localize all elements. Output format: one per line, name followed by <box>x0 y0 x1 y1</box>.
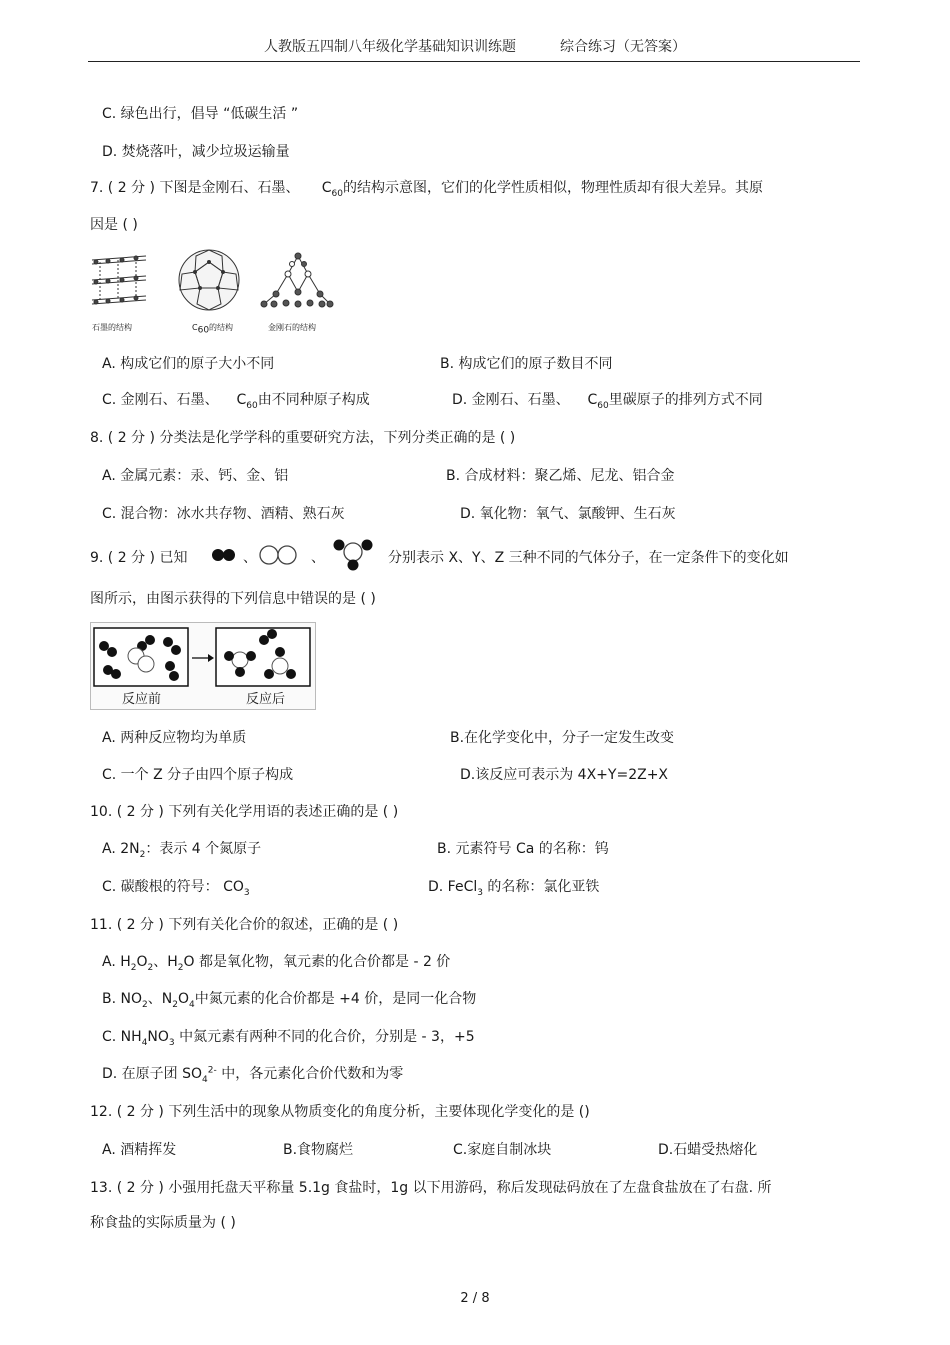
q7-stem-line2: 因是 ( ) <box>90 217 138 233</box>
graphite-caption: 石墨的结构 <box>92 323 132 332</box>
q12-stem: 12. ( 2 分 ) 下列生活中的现象从物质变化的角度分析，主要体现化学变化的是 () <box>90 1104 590 1120</box>
q9-separator-2: 、 <box>311 550 325 566</box>
y-molecule-icon <box>260 546 296 564</box>
q12-option-d: D.石蜡受热熔化 <box>658 1142 758 1158</box>
q10-option-a: A. $2N_2$：表示 4 个氮原子 <box>102 841 262 860</box>
header-subtitle: 综合练习（无答案） <box>560 39 686 55</box>
q11-option-b: B. $NO_2$、$N_2O_4$中氮元素的化合价都是 +4 价，是同一化合物 <box>102 991 477 1010</box>
diamond-caption: 金刚石的结构 <box>268 323 316 332</box>
q9-option-c: C. 一个 Z 分子由四个原子构成 <box>102 767 294 783</box>
diamond-structure <box>261 253 333 307</box>
q9-option-b: B.在化学变化中，分子一定发生改变 <box>450 730 675 746</box>
q12-option-b: B.食物腐烂 <box>283 1142 354 1158</box>
q7-option-a: A. 构成它们的原子大小不同 <box>102 356 275 372</box>
before-label: 反应前 <box>122 692 162 707</box>
q13-stem: 13. ( 2 分 ) 小强用托盘天平称量 5.1g 食盐时，1g 以下用游码，称后发现砝码放在了左盘食盐放在了右盘. 所 <box>90 1180 772 1196</box>
q7-option-b: B. 构成它们的原子数目不同 <box>440 356 613 372</box>
q8-option-a: A. 金属元素：汞、钙、金、铝 <box>102 468 289 484</box>
q9-option-a: A. 两种反应物均为单质 <box>102 730 247 746</box>
q9-separator-1: 、 <box>243 550 257 566</box>
after-label: 反应后 <box>246 692 286 707</box>
c60-structure <box>179 250 239 310</box>
reaction-diagram <box>90 622 316 710</box>
q11-stem: 11. ( 2 分 ) 下列有关化合价的叙述，正确的是 ( ) <box>90 917 399 933</box>
q10-option-c: C. 碳酸根的符号： $CO_3$ <box>102 879 250 898</box>
page-number: 2 / 8 <box>460 1291 490 1306</box>
q10-option-b: B. 元素符号 Ca 的名称：钨 <box>437 841 609 857</box>
molecule-legend <box>208 538 378 572</box>
q7-option-d: D. 金刚石、石墨、 $C_{60}$里碳原子的排列方式不同 <box>452 392 763 411</box>
q7-option-c: C. 金刚石、石墨、 $C_{60}$由不同种原子构成 <box>102 392 370 411</box>
q6-option-d: D. 焚烧落叶，减少垃圾运输量 <box>102 144 290 160</box>
header-rule <box>88 61 860 62</box>
q8-option-d: D. 氧化物：氧气、氯酸钾、生石灰 <box>460 506 676 522</box>
q9-option-d: D.该反应可表示为 4X+Y=2Z+X <box>460 767 669 783</box>
q12-option-c: C.家庭自制冰块 <box>453 1142 552 1158</box>
page-header <box>0 36 950 56</box>
z-molecule-icon <box>334 540 373 571</box>
q9-stem-start: 9. ( 2 分 ) 已知 <box>90 550 188 566</box>
q11-option-d: D. 在原子团 $SO_4^{2-}$ 中，各元素化合价代数和为零 <box>102 1065 404 1085</box>
header-title: 人教版五四制八年级化学基础知识训练题 <box>264 39 516 55</box>
q8-option-b: B. 合成材料：聚乙烯、尼龙、铝合金 <box>446 468 675 484</box>
q11-option-c: C. $NH_4NO_3$ 中氮元素有两种不同的化合价，分别是 - 3，+5 <box>102 1029 475 1048</box>
q12-option-a: A. 酒精挥发 <box>102 1142 177 1158</box>
carbon-structures-figure <box>88 246 348 336</box>
x-molecule-icon <box>212 549 235 561</box>
q8-option-c: C. 混合物：冰水共存物、酒精、熟石灰 <box>102 506 345 522</box>
q13-stem-line2: 称食盐的实际质量为 ( ) <box>90 1215 236 1231</box>
q10-stem: 10. ( 2 分 ) 下列有关化学用语的表述正确的是 ( ) <box>90 804 399 820</box>
q9-stem-line2: 图所示，由图示获得的下列信息中错误的是 ( ) <box>90 591 376 607</box>
q8-stem: 8. ( 2 分 ) 分类法是化学学科的重要研究方法，下列分类正确的是 ( ) <box>90 430 516 446</box>
q11-option-a: A. $H_2O_2$、$H_2O$ 都是氧化物，氧元素的化合价都是 - 2 价 <box>102 954 451 973</box>
c60-caption: $C_{60}$的结构 <box>192 323 234 336</box>
q7-stem: 7. ( 2 分 ) 下图是金刚石、石墨、 $C_{60}$的结构示意图，它们的化学性质相似，物理性质却有很大差异。其原 <box>90 180 763 199</box>
q10-option-d: D. FeCl$_3$ 的名称：氯化亚铁 <box>428 879 600 898</box>
q6-option-c: C. 绿色出行，倡导 “低碳生活 ” <box>102 106 299 122</box>
graphite-structure <box>92 256 146 304</box>
q9-stem-end: 分别表示 X、Y、Z 三种不同的气体分子，在一定条件下的变化如 <box>388 550 789 566</box>
